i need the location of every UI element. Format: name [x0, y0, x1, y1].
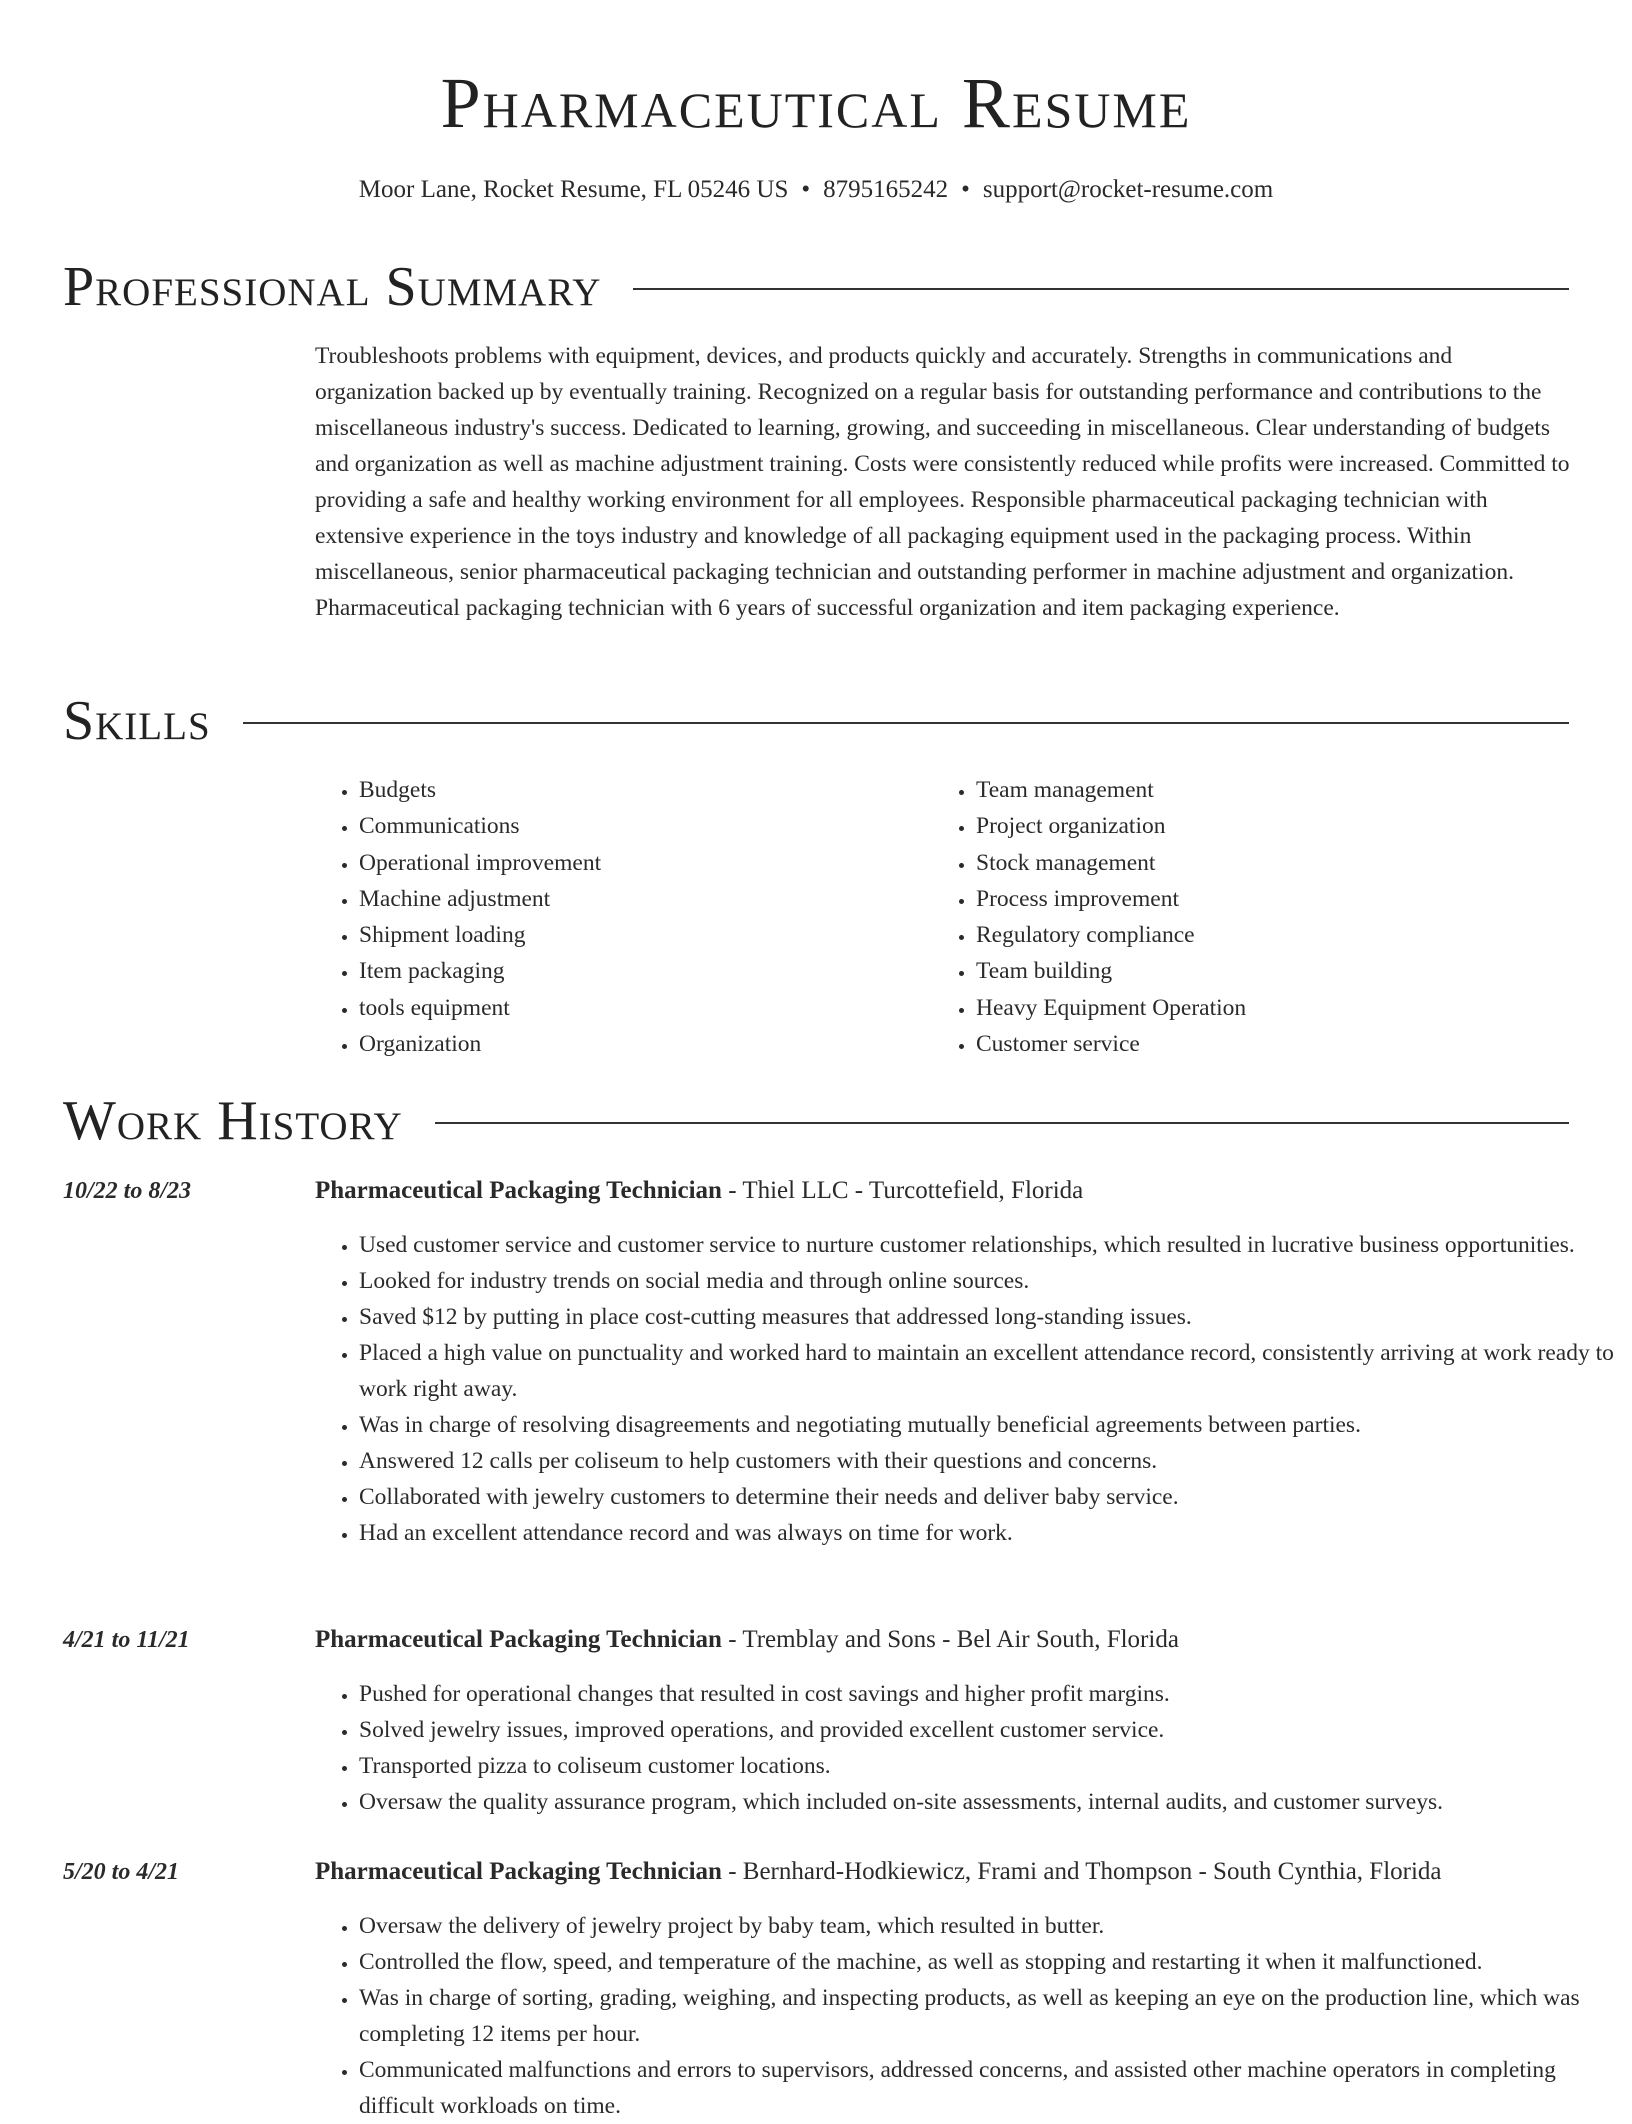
job-bullet: • Oversaw the delivery of jewelry project by baby team, which resulted in butter.	[359, 1908, 1615, 1944]
job-responsibilities	[315, 1227, 1615, 1551]
section-title-work-history: Work History	[63, 1090, 403, 1152]
job-heading	[315, 1854, 1571, 1890]
section-title-summary: Professional Summary	[63, 256, 602, 318]
skill-item: • Team management	[976, 772, 1536, 808]
contact-separator: •	[961, 176, 970, 203]
skill-item: • Stock management	[976, 845, 1536, 881]
job-bullet: • Pushed for operational changes that resulted in cost savings and higher profit margins.	[359, 1676, 1615, 1712]
job-dates: 10/22 to 8/23	[63, 1178, 192, 1204]
skills-list-right	[932, 772, 1536, 1062]
contact-email: support@rocket-resume.com	[982, 176, 1274, 203]
skill-item: • Budgets	[359, 772, 919, 808]
section-header-skills	[63, 686, 1569, 756]
job-bullet: • Saved $12 by putting in place cost-cutting measures that addressed long-standing issues.	[359, 1299, 1615, 1335]
job-responsibilities	[315, 1908, 1615, 2124]
contact-address: Moor Lane, Rocket Resume, FL 05246 US	[358, 176, 789, 203]
contact-separator: •	[801, 176, 811, 203]
skill-item: • Regulatory compliance	[976, 917, 1536, 953]
job-bullet: • Used customer service and customer service to nurture customer relationships, which resulted in lucrative business opportunities.	[359, 1227, 1615, 1263]
skill-item: • Machine adjustment	[359, 881, 919, 917]
job-bullet: • Was in charge of sorting, grading, weighing, and inspecting products, as well as keeping an eye on the production line, which was completing 12 items per hour.	[359, 1980, 1615, 2052]
skill-item: • Operational improvement	[359, 845, 919, 881]
skill-item: • Team building	[976, 953, 1536, 989]
section-title-skills: Skills	[63, 690, 211, 752]
job-dates: 4/21 to 11/21	[63, 1627, 190, 1653]
job-heading	[315, 1173, 1571, 1209]
job-bullet: • Collaborated with jewelry customers to determine their needs and deliver baby service.	[359, 1479, 1615, 1515]
professional-summary-text: Troubleshoots problems with equipment, devices, and products quickly and accurately. Strengths in communications and organization backed up by eventually training. Recognized on a regular basis for outstanding performance and contributions to the miscellaneous industry's success. Dedicated to learning, growing, and succeeding in miscellaneous. Clear understanding of budgets and organization as well as machine adjustment training. Costs were consistently reduced while profits were increased. Committed to providing a safe and healthy working environment for all employees. Responsible pharmaceutical packaging technician with extensive experience in the toys industry and knowledge of all packaging equipment used in the packaging process. Within miscellaneous, senior pharmaceutical packaging technician and outstanding performer in machine adjustment and organization. Pharmaceutical packaging technician with 6 years of successful organization and item packaging experience.	[315, 343, 1570, 621]
job-bullet: • Had an excellent attendance record and was always on time for work.	[359, 1515, 1615, 1551]
job-title: Pharmaceutical Packaging Technician	[315, 1177, 722, 1204]
job-employer-location: - Thiel LLC - Turcottefield, Florida	[721, 1177, 1084, 1204]
job-heading	[315, 1622, 1571, 1658]
skill-item: • Project organization	[976, 808, 1536, 844]
job-employer-location: - Bernhard-Hodkiewicz, Frami and Thompson - South Cynthia, Florida	[721, 1858, 1442, 1885]
skill-item: • tools equipment	[359, 990, 919, 1026]
skill-item: • Heavy Equipment Operation	[976, 990, 1536, 1026]
job-bullet: • Looked for industry trends on social media and through online sources.	[359, 1263, 1615, 1299]
skill-item: • Process improvement	[976, 881, 1536, 917]
section-header-work-history	[63, 1086, 1569, 1156]
skill-item: • Shipment loading	[359, 917, 919, 953]
section-header-summary	[63, 252, 1569, 322]
job-bullet: • Placed a high value on punctuality and worked hard to maintain an excellent attendance record, consistently arriving at work ready to work right away.	[359, 1335, 1615, 1407]
job-bullet: • Transported pizza to coliseum customer locations.	[359, 1748, 1615, 1784]
skill-item: • Item packaging	[359, 953, 919, 989]
resume-title: Pharmaceutical Resume	[440, 63, 1192, 143]
section-divider	[435, 1122, 1569, 1124]
job-bullet: • Was in charge of resolving disagreements and negotiating mutually beneficial agreements between parties.	[359, 1407, 1615, 1443]
contact-line	[0, 172, 1632, 208]
job-bullet: • Oversaw the quality assurance program, which included on-site assessments, internal audits, and customer surveys.	[359, 1784, 1615, 1820]
section-divider	[633, 288, 1569, 290]
job-bullet: • Answered 12 calls per coliseum to help customers with their questions and concerns.	[359, 1443, 1615, 1479]
job-title: Pharmaceutical Packaging Technician	[315, 1626, 722, 1653]
job-dates: 5/20 to 4/21	[63, 1859, 180, 1885]
job-bullet: • Solved jewelry issues, improved operations, and provided excellent customer service.	[359, 1712, 1615, 1748]
job-responsibilities	[315, 1676, 1615, 1820]
contact-phone: 8795165242	[823, 176, 949, 203]
job-employer-location: - Tremblay and Sons - Bel Air South, Florida	[721, 1626, 1179, 1653]
skill-item: • Communications	[359, 808, 919, 844]
job-title: Pharmaceutical Packaging Technician	[315, 1858, 722, 1885]
skill-item: • Customer service	[976, 1026, 1536, 1062]
skills-list-left	[315, 772, 919, 1062]
job-bullet: • Controlled the flow, speed, and temperature of the machine, as well as stopping and restarting it when it malfunctioned.	[359, 1944, 1615, 1980]
job-bullet: • Communicated malfunctions and errors to supervisors, addressed concerns, and assisted other machine operators in completing difficult workloads on time.	[359, 2052, 1615, 2124]
section-divider	[243, 722, 1569, 724]
skill-item: • Organization	[359, 1026, 919, 1062]
